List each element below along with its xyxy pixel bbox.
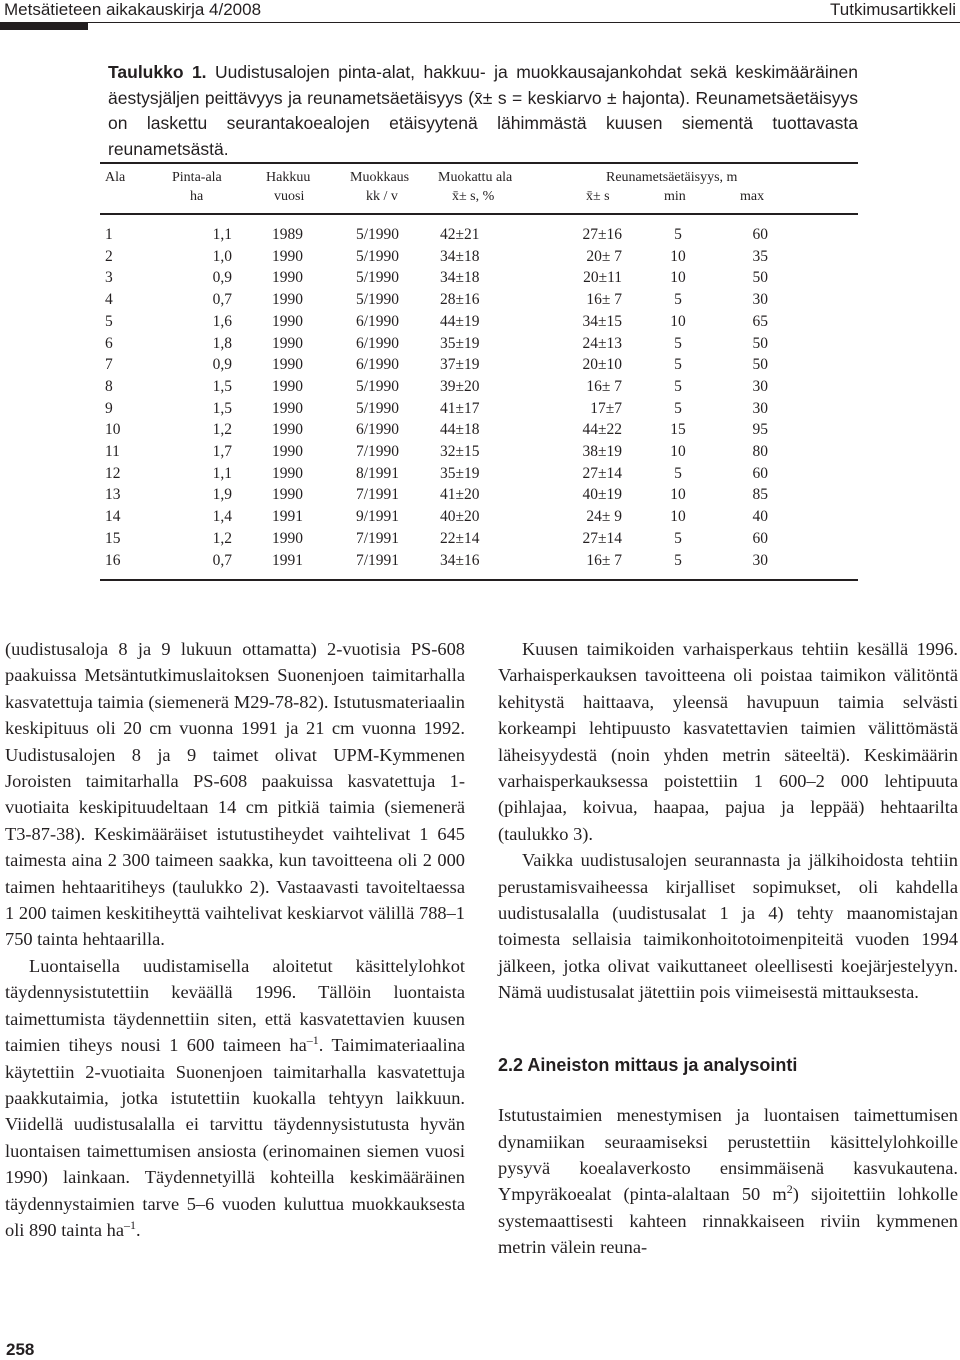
cell-hakkuu: 1990 (272, 312, 303, 330)
cell-etaisyys-max: 30 (752, 551, 768, 569)
cell-ala: 6 (105, 334, 113, 352)
cell-muokkaus: 7/1991 (356, 551, 400, 569)
cell-pinta-ala: 1,1 (212, 226, 232, 243)
superscript: 2 (786, 1182, 793, 1197)
cell-ala: 12 (105, 464, 121, 482)
cell-muokattu-ala: 34±18 (440, 247, 480, 265)
cell-etaisyys-max: 50 (752, 356, 768, 374)
cell-etaisyys-max: 50 (752, 334, 768, 352)
cell-ala: 15 (105, 529, 121, 547)
cell-muokattu-ala: 41±20 (440, 486, 480, 504)
cell-ala: 10 (105, 421, 121, 439)
table-row (100, 248, 858, 270)
cell-hakkuu: 1989 (272, 226, 303, 243)
header-mean: x̄± s (586, 189, 610, 204)
cell-etaisyys-max: 60 (752, 226, 768, 243)
cell-etaisyys-min: 5 (674, 377, 682, 395)
cell-muokattu-ala: 34±18 (440, 269, 480, 287)
header-rule (0, 22, 960, 23)
cell-etaisyys-min: 5 (674, 399, 682, 417)
table-top-rule (100, 162, 858, 164)
cell-ala: 1 (105, 226, 113, 243)
left-paragraph-2-text-b: . Taimimateriaalina käytettiin 2-vuotiaita Suonenjoen taimitarhalla kasvatettuja paakkutaimia, jotka istutettiin kuokalla tehtyyn laikkuun. Viidellä uudistusalalla ei tarvittu täydennysistutusta hyvän luontaisen taimettumisen ansiosta (erinomainen siemen vuosi 1990) lainkaan. Täydennetyillä kohteilla keskimääräinen täydennystaimien tarve 5–6 vuoden kuluttua muokkauksesta oli 890 tainta ha (5, 1035, 465, 1240)
cell-etaisyys-max: 60 (752, 529, 768, 547)
cell-muokkaus: 5/1990 (356, 291, 400, 309)
table-header-rule (100, 213, 858, 215)
cell-etaisyys-min: 10 (670, 312, 686, 330)
cell-etaisyys-mean: 16± 7 (586, 291, 622, 309)
left-paragraph-2-text-a: Luontaisella uudistamisella aloitetut käsittelylohkot täydennysistutettiin keväällä 1996. Tällöin luontaista taimettumista täydennettiin siten, että kasvatettavien kuusen taimien tiheys nousi 1 600 taimeen ha (5, 955, 465, 1056)
header-pinta: Pinta-ala (172, 170, 222, 185)
cell-etaisyys-mean: 20±11 (583, 269, 622, 287)
cell-ala: 13 (105, 486, 121, 504)
cell-pinta-ala: 1,7 (212, 443, 232, 460)
cell-etaisyys-max: 50 (752, 269, 768, 287)
cell-muokkaus: 7/1990 (356, 443, 400, 460)
table-row (100, 356, 858, 378)
table-row (100, 530, 858, 552)
left-paragraph-1: (uudistusaloja 8 ja 9 lukuun ottamatta) 2-vuotisia PS-608 paakuissa Metsäntutkimuslaitoksen Suonenjoen taimitarhalla kasvatettuja taimia (siemenerä M29-78-82). Istutusmateriaalin keskipituus oli 20 cm vuonna 1991 ja 21 cm vuonna 1992. Uudistusalojen 8 ja 9 taimet olivat UPM-Kymmenen Joroisten taimitarhalla PS-608 paakuissa kasvatettuja 1-vuotiaita keskipituudeltaan 14 cm pitkiä taimia (siemenerä T3-87-38). Keskimääräiset istutustiheydet vaihtelivat 1 645 taimesta aina 2 300 taimeen saakka, kun tavoitteena oli 2 000 taimen hehtaaritiheys (taulukko 2). Vastaavasti tavoiteltaessa 1 200 taimen keskitiheyttä vaihtelivat keskiarvot välillä 788–1 750 tainta hehtaarilla. (5, 639, 465, 950)
cell-muokattu-ala: 28±16 (440, 291, 480, 309)
cell-pinta-ala: 1,5 (212, 399, 232, 417)
cell-pinta-ala: 1,2 (212, 529, 232, 547)
table-caption (108, 60, 858, 162)
table-row (100, 486, 858, 508)
cell-etaisyys-min: 10 (670, 269, 686, 287)
cell-etaisyys-mean: 27±14 (582, 464, 622, 482)
table-bottom-rule (100, 579, 858, 581)
header-hakkuu: Hakkuu (266, 170, 311, 185)
cell-etaisyys-min: 5 (674, 334, 682, 352)
cell-muokkaus: 6/1990 (356, 334, 400, 352)
cell-etaisyys-max: 85 (752, 486, 768, 504)
cell-hakkuu: 1990 (272, 443, 303, 460)
cell-etaisyys-max: 35 (752, 247, 768, 265)
cell-hakkuu: 1990 (272, 269, 303, 287)
cell-etaisyys-mean: 16± 7 (586, 551, 622, 569)
right-paragraph-3-text-a: Istutustaimien menestymisen ja luontaisen taimettumisen dynamiikan seuraamiseksi perustettiin käsittelylohkoille pysyvä koealaverkosto ensimmäisenä kasvukautena. Ympyräkoealat (pinta-alaltaan 50 m (498, 1105, 958, 1205)
right-column (498, 636, 958, 1261)
cell-muokattu-ala: 44±18 (440, 421, 480, 439)
cell-muokattu-ala: 44±19 (440, 312, 480, 330)
cell-pinta-ala: 1,9 (212, 486, 232, 504)
cell-pinta-ala: 0,9 (212, 269, 232, 287)
cell-etaisyys-max: 95 (752, 421, 768, 439)
cell-pinta-ala: 0,7 (212, 291, 232, 309)
cell-muokkaus: 7/1991 (356, 529, 400, 547)
cell-etaisyys-max: 65 (752, 312, 768, 330)
cell-muokattu-ala: 41±17 (440, 399, 480, 417)
cell-pinta-ala: 1,5 (212, 377, 232, 395)
left-column (5, 636, 465, 1243)
header-hakkuu-unit: vuosi (274, 189, 305, 204)
cell-muokattu-ala: 32±15 (440, 443, 480, 460)
right-paragraph-1: Kuusen taimikoiden varhaisperkaus tehtiin kesällä 1996. Varhaisperkauksen tavoitteena oli poistaa taimikon välitöntä kehitystä haittaava, yleensä havupuun taimia selvästi korkeampi lehtipuusto kasvatettavien taimien välittömästä läheisyydestä (noin yhden metrin säteeltä). Keskimäärin varhaisperkauksessa poistettiin 1 600–2 000 lehtipuuta (pihlajaa, koivua, haapaa, pajua ja leppää) hehtaarilta (taulukko 3). (498, 639, 958, 844)
cell-muokattu-ala: 35±19 (440, 334, 480, 352)
cell-etaisyys-mean: 27±16 (582, 226, 622, 243)
cell-etaisyys-mean: 27±14 (582, 529, 622, 547)
cell-hakkuu: 1990 (272, 486, 303, 504)
cell-etaisyys-min: 10 (670, 247, 686, 265)
cell-hakkuu: 1990 (272, 356, 303, 374)
cell-hakkuu: 1990 (272, 464, 303, 482)
cell-muokattu-ala: 22±14 (440, 529, 480, 547)
caption-label: Taulukko 1. (108, 62, 207, 82)
cell-etaisyys-min: 15 (670, 421, 686, 439)
section-label: Tutkimusartikkeli (830, 0, 956, 19)
table-row (100, 378, 858, 400)
cell-muokkaus: 5/1990 (356, 269, 400, 287)
header-pinta-unit: ha (190, 189, 204, 204)
cell-etaisyys-mean: 20±10 (582, 356, 622, 374)
table-header-row-2 (100, 189, 858, 211)
left-paragraph-2-text-c: . (136, 1219, 141, 1240)
cell-etaisyys-mean: 40±19 (582, 486, 622, 504)
cell-ala: 2 (105, 247, 113, 265)
cell-etaisyys-min: 5 (674, 529, 682, 547)
cell-ala: 3 (105, 269, 113, 287)
header-muokattu: Muokattu ala (438, 170, 513, 185)
cell-muokkaus: 5/1990 (356, 247, 400, 265)
header-max: max (740, 189, 765, 204)
cell-etaisyys-max: 30 (752, 399, 768, 417)
cell-muokattu-ala: 34±16 (440, 551, 480, 569)
cell-etaisyys-max: 30 (752, 377, 768, 395)
cell-etaisyys-max: 30 (752, 291, 768, 309)
cell-muokkaus: 6/1990 (356, 356, 400, 374)
cell-etaisyys-min: 5 (674, 291, 682, 309)
cell-pinta-ala: 1,4 (212, 508, 232, 526)
header-reuna: Reunametsäetäisyys, m (606, 170, 738, 185)
cell-muokattu-ala: 37±19 (440, 356, 480, 374)
header-muokkaus: Muokkaus (350, 170, 410, 185)
cell-etaisyys-min: 10 (670, 486, 686, 504)
cell-etaisyys-mean: 34±15 (582, 312, 622, 330)
cell-pinta-ala: 1,0 (212, 247, 232, 265)
left-paragraph-2 (5, 953, 465, 1243)
right-paragraph-2: Vaikka uudistusalojen seurannasta ja jälkihoidosta tehtiin perustamisvaiheessa kirjalliset sopimukset, oli kahdella uudistusalalla (uudistusalat 1 ja 4) tehty maanomistajan toimesta sellaisia taimikonhoitotoimenpiteitä vuoden 1994 jälkeen, jotka olivat vaikuttaneet oleellisesti koejärjestelyyn. Nämä uudistusalat jätettiin pois viimeisestä mittauksesta. (498, 850, 958, 1003)
cell-muokkaus: 9/1991 (356, 508, 400, 526)
cell-muokattu-ala: 35±19 (440, 464, 480, 482)
table-row (100, 465, 858, 487)
cell-pinta-ala: 0,7 (212, 551, 232, 569)
cell-pinta-ala: 1,2 (212, 421, 232, 439)
cell-hakkuu: 1990 (272, 291, 303, 309)
cell-ala: 8 (105, 377, 113, 395)
cell-etaisyys-mean: 17±7 (590, 399, 622, 417)
cell-muokkaus: 6/1990 (356, 312, 400, 330)
table-row (100, 335, 858, 357)
cell-ala: 5 (105, 312, 113, 330)
cell-ala: 14 (105, 508, 121, 526)
section-heading: 2.2 Aineiston mittaus ja analysointi (498, 1054, 798, 1075)
cell-pinta-ala: 1,8 (212, 334, 232, 352)
table-row (100, 400, 858, 422)
cell-hakkuu: 1991 (272, 551, 303, 569)
table-row (100, 226, 858, 248)
cell-etaisyys-mean: 24± 9 (586, 508, 622, 526)
cell-etaisyys-min: 10 (670, 443, 686, 460)
cell-muokkaus: 7/1991 (356, 486, 400, 504)
table-row (100, 508, 858, 530)
header-min: min (664, 189, 686, 204)
cell-etaisyys-min: 10 (670, 508, 686, 526)
cell-etaisyys-max: 60 (752, 464, 768, 482)
cell-pinta-ala: 1,6 (212, 312, 232, 330)
cell-hakkuu: 1990 (272, 334, 303, 352)
cell-etaisyys-mean: 44±22 (582, 421, 622, 439)
caption-text: Uudistusalojen pinta-alat, hakkuu- ja muokkausajankohdat sekä keskimääräinen äestysjäljen peittävyys ja reunametsäetäisyys (x̄± s = keskiarvo ± hajonta). Reunametsäetäisyys on laskettu seurantakoealojen etäisyytenä lähimmästä kuusen siementä tuottavasta reunametsästä. (108, 62, 858, 159)
superscript: –1 (124, 1217, 137, 1232)
header-bar (0, 23, 88, 30)
right-paragraph-3 (498, 1102, 958, 1260)
cell-etaisyys-min: 5 (674, 356, 682, 374)
cell-hakkuu: 1990 (272, 421, 303, 439)
cell-ala: 11 (105, 443, 120, 460)
cell-etaisyys-mean: 20± 7 (586, 247, 622, 265)
cell-etaisyys-mean: 16± 7 (586, 377, 622, 395)
cell-pinta-ala: 0,9 (212, 356, 232, 374)
header-muokattu-unit: x̄± s, % (452, 189, 495, 204)
cell-muokattu-ala: 40±20 (440, 508, 480, 526)
table-row (100, 421, 858, 443)
header-ala: Ala (105, 170, 126, 185)
cell-ala: 9 (105, 399, 113, 417)
cell-muokkaus: 5/1990 (356, 226, 400, 243)
cell-muokattu-ala: 39±20 (440, 377, 480, 395)
cell-muokkaus: 6/1990 (356, 421, 400, 439)
cell-ala: 4 (105, 291, 113, 309)
cell-hakkuu: 1990 (272, 399, 303, 417)
table-row (100, 552, 858, 574)
cell-muokkaus: 5/1990 (356, 399, 400, 417)
cell-hakkuu: 1990 (272, 247, 303, 265)
page-number: 258 (6, 1340, 35, 1359)
journal-title: Metsätieteen aikakauskirja 4/2008 (4, 0, 262, 19)
header-muokkaus-unit: kk / v (366, 189, 398, 204)
superscript: –1 (306, 1032, 319, 1047)
cell-ala: 7 (105, 356, 113, 374)
cell-hakkuu: 1990 (272, 529, 303, 547)
cell-etaisyys-min: 5 (674, 226, 682, 243)
cell-ala: 16 (105, 551, 121, 569)
right-paragraph-3-text-b: ) sijoitettiin lohkolle systemaattisesti kahteen rinnakkaiseen riviin kymmenen metrin välein reuna- (498, 1184, 959, 1258)
table-row (100, 291, 858, 313)
table-row (100, 269, 858, 291)
cell-etaisyys-min: 5 (674, 551, 682, 569)
cell-muokkaus: 8/1991 (356, 464, 400, 482)
cell-etaisyys-max: 40 (752, 508, 768, 526)
cell-hakkuu: 1990 (272, 377, 303, 395)
table-row (100, 313, 858, 335)
cell-etaisyys-max: 80 (752, 443, 768, 460)
table-row (100, 443, 858, 465)
cell-etaisyys-mean: 24±13 (582, 334, 622, 352)
cell-etaisyys-min: 5 (674, 464, 682, 482)
cell-pinta-ala: 1,1 (212, 464, 232, 482)
running-header (0, 0, 960, 22)
cell-etaisyys-mean: 38±19 (582, 443, 622, 460)
cell-muokkaus: 5/1990 (356, 377, 400, 395)
cell-muokattu-ala: 42±21 (440, 226, 480, 243)
cell-hakkuu: 1991 (272, 508, 303, 526)
